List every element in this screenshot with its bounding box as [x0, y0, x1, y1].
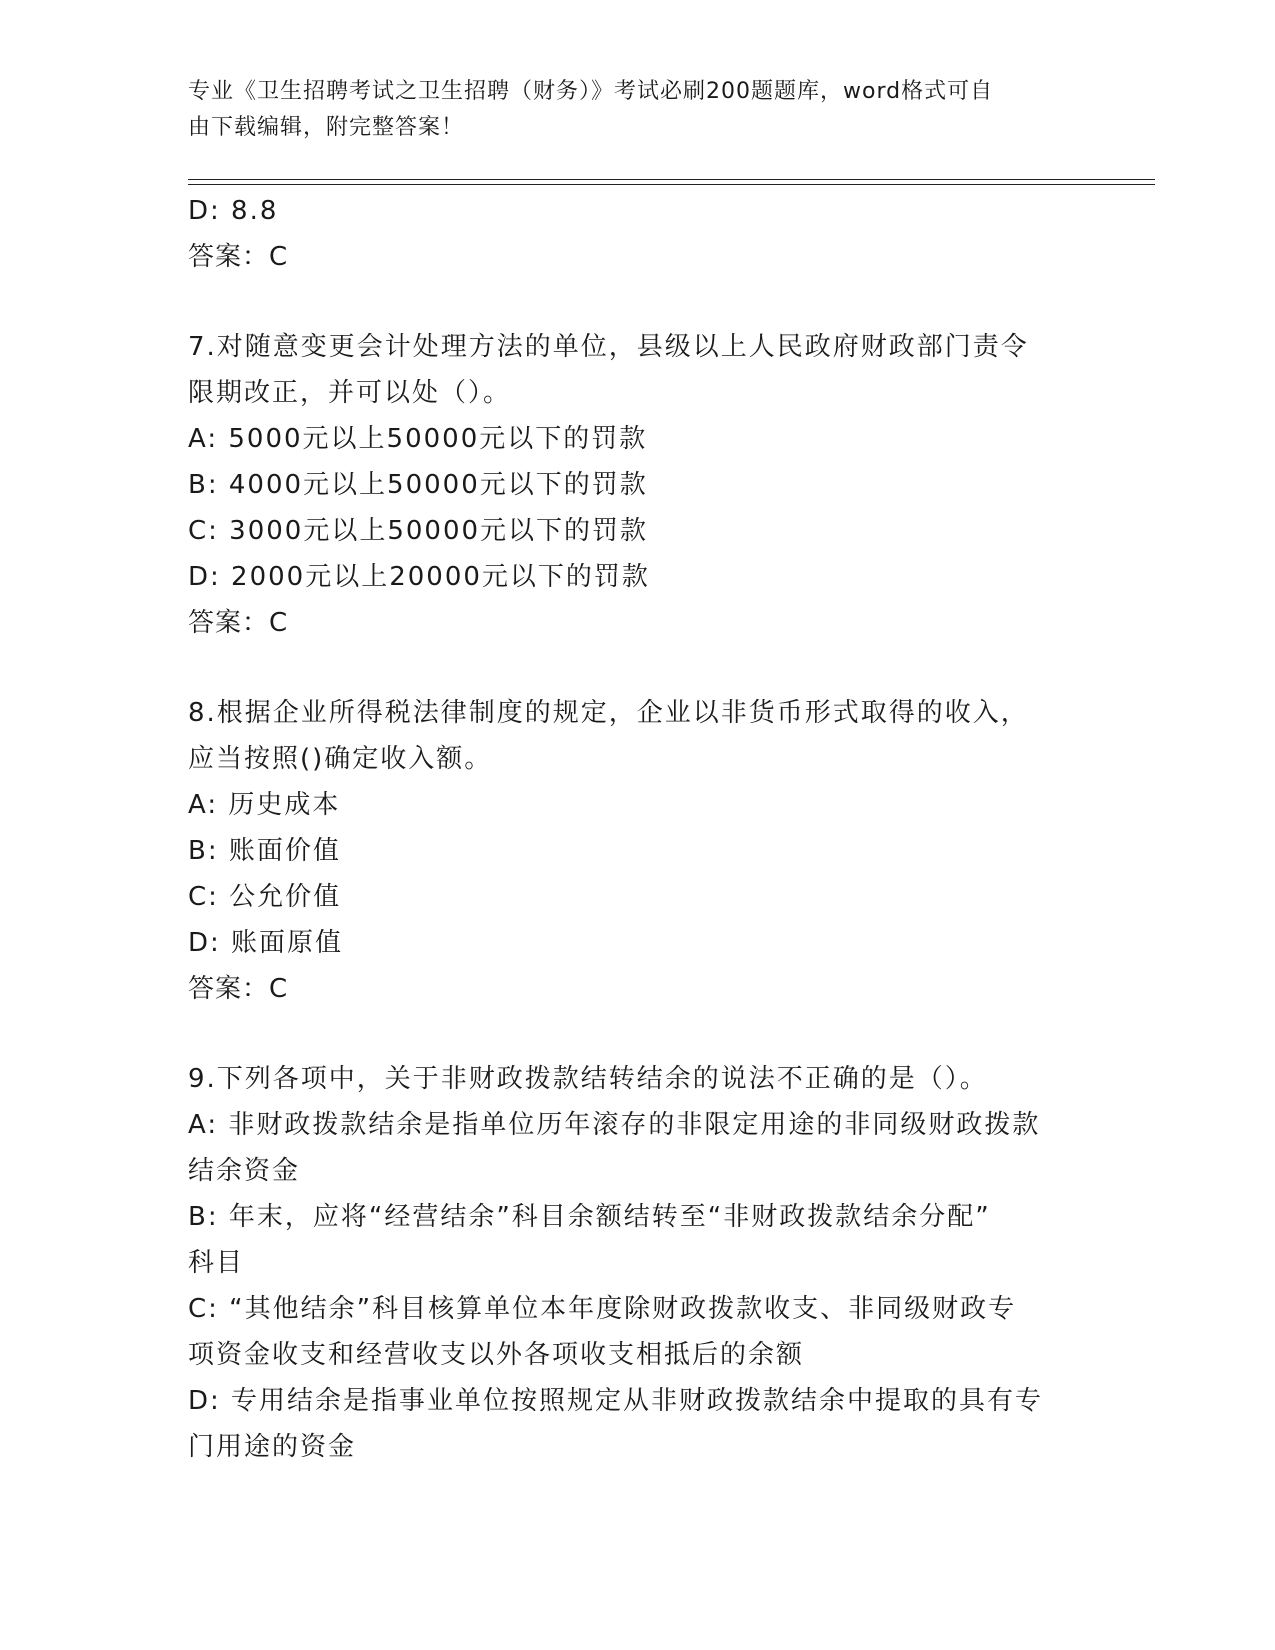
page-header [188, 74, 1068, 146]
header-divider-top [188, 179, 1155, 180]
header-line-2: 由下载编辑，附完整答案！ [188, 115, 465, 140]
option-a: A: 5000元以上50000元以下的罚款 [188, 424, 648, 454]
option-a-cont: 结余资金 [188, 1156, 301, 1186]
question-8 [188, 690, 1088, 1012]
question-stem-cont: 限期改正，并可以处（）。 [188, 378, 512, 408]
answer-line: 答案：C [188, 608, 289, 638]
option-c: C: 公允价值 [188, 882, 342, 912]
option-d: D: 2000元以上20000元以下的罚款 [188, 562, 650, 592]
header-divider-bottom [188, 184, 1155, 185]
option-a: A: 非财政拨款结余是指单位历年滚存的非限定用途的非同级财政拨款 [188, 1110, 1041, 1140]
option-d: D: 专用结余是指事业单位按照规定从非财政拨款结余中提取的具有专 [188, 1386, 1044, 1416]
option-b-cont: 科目 [188, 1248, 245, 1278]
question-stem: 9.下列各项中，关于非财政拨款结转结余的说法不正确的是（）。 [188, 1064, 988, 1094]
option-d: D: 账面原值 [188, 928, 344, 958]
option-c: C: 3000元以上50000元以下的罚款 [188, 516, 649, 546]
option-b: B: 年末，应将“经营结余”科目余额结转至“非财政拨款结余分配” [188, 1202, 991, 1232]
option-c: C: “其他结余”科目核算单位本年度除财政拨款收支、非同级财政专 [188, 1294, 1017, 1324]
option-c-cont: 项资金收支和经营收支以外各项收支相抵后的余额 [188, 1340, 805, 1370]
option-d-cont: 门用途的资金 [188, 1432, 357, 1462]
question-stem: 7.对随意变更会计处理方法的单位，县级以上人民政府财政部门责令 [188, 332, 1029, 362]
option-d: D: 8.8 [188, 196, 279, 226]
previous-question-tail [188, 188, 1088, 280]
answer-line: 答案：C [188, 974, 289, 1004]
header-line-1: 专业《卫生招聘考试之卫生招聘（财务）》考试必刷200题题库，word格式可自 [188, 79, 994, 104]
question-7 [188, 324, 1088, 646]
question-stem-cont: 应当按照()确定收入额。 [188, 744, 493, 774]
option-b: B: 账面价值 [188, 836, 341, 866]
option-b: B: 4000元以上50000元以下的罚款 [188, 470, 648, 500]
question-stem: 8.根据企业所得税法律制度的规定，企业以非货币形式取得的收入， [188, 698, 1029, 728]
question-content [188, 188, 1088, 1470]
question-9 [188, 1056, 1088, 1470]
answer-line: 答案：C [188, 242, 289, 272]
option-a: A: 历史成本 [188, 790, 341, 820]
